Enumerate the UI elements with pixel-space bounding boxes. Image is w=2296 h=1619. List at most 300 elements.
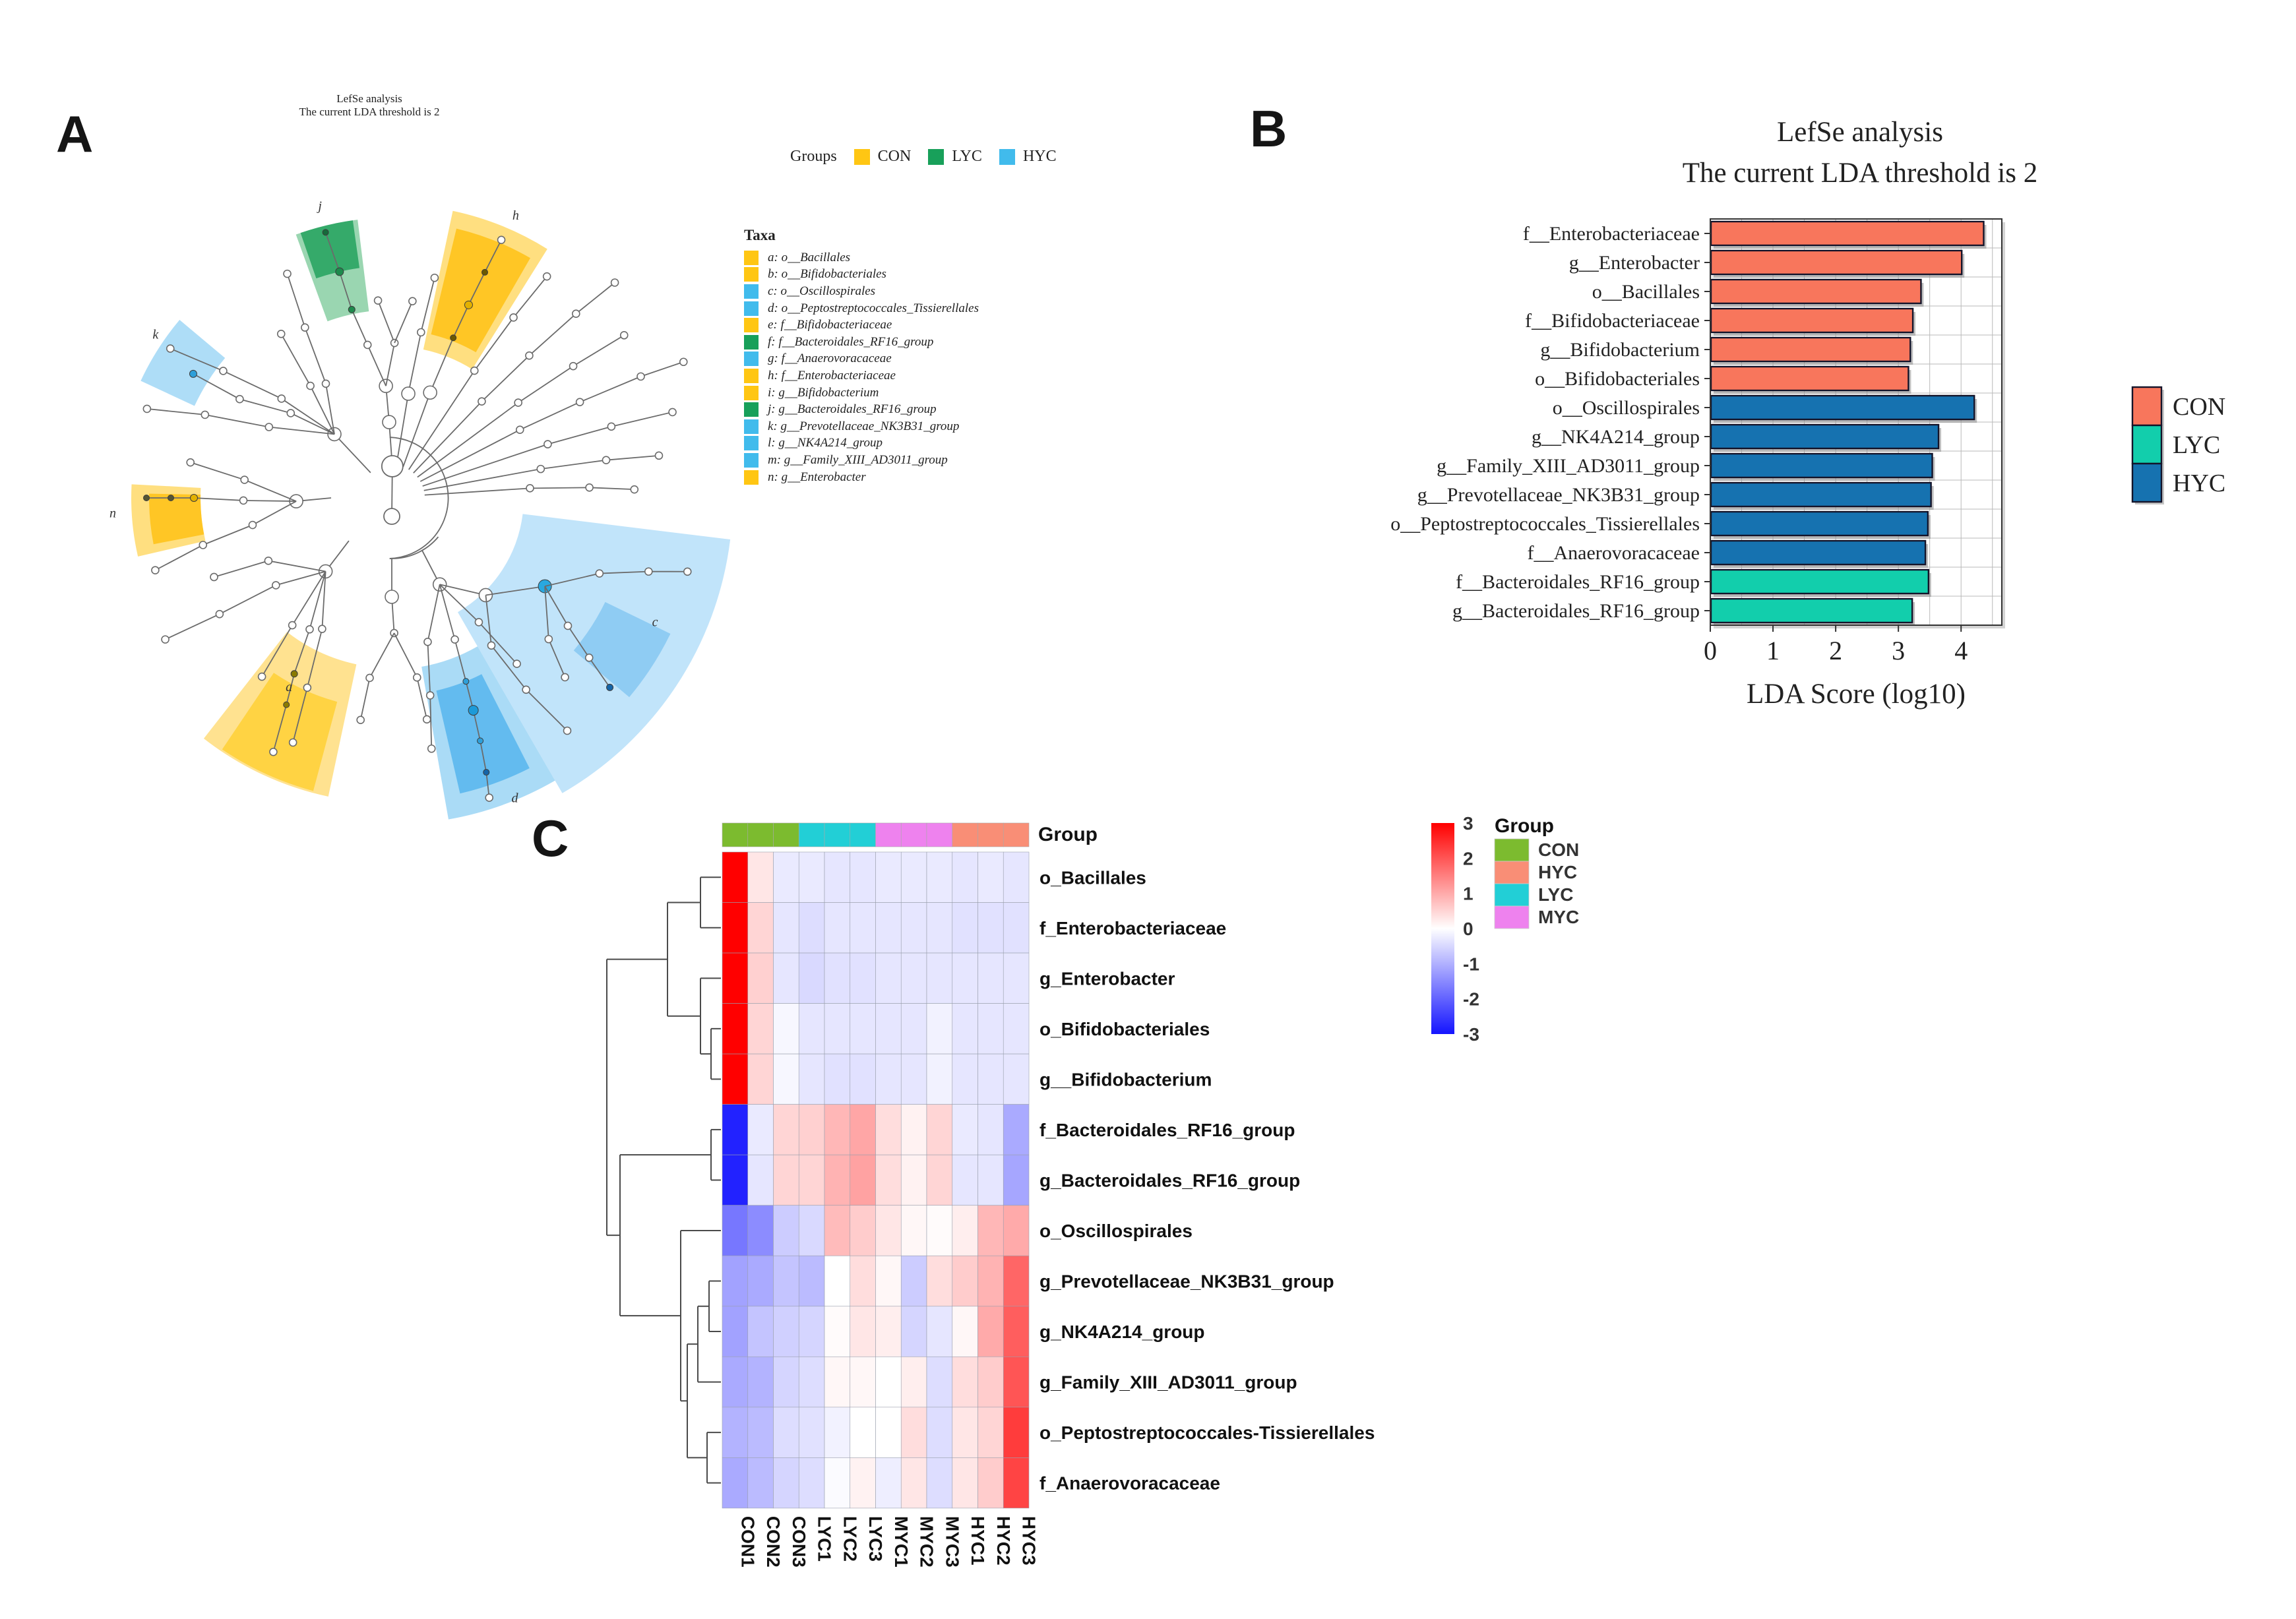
heatmap-cell-MYC2-r9 (901, 1256, 927, 1306)
heatmap-cell-LYC1-r8 (799, 1206, 824, 1256)
heatmap-cell-HYC2-r11 (978, 1357, 1004, 1407)
clade-letter-a: a (286, 680, 293, 695)
clade-letter-k: k (152, 327, 159, 342)
heatmap-cell-CON2-r1 (748, 852, 774, 903)
bar-label: g__Prevotellaceae_NK3B31_group (1417, 484, 1700, 506)
bar-label: f__Bifidobacteriaceae (1525, 310, 1700, 332)
clade-node (278, 395, 285, 402)
heatmap-cell-HYC2-r1 (978, 852, 1004, 903)
heatmap-cell-CON3-r11 (774, 1357, 799, 1407)
heatmap-cell-CON2-r9 (748, 1256, 774, 1306)
taxa-legend-item-b (744, 266, 979, 284)
groups-legend (790, 148, 1057, 166)
heatmap-cell-LYC3-r3 (850, 953, 876, 1004)
clade-node (537, 466, 544, 473)
heatmap-cell-MYC3-r5 (927, 1054, 952, 1105)
legend-swatch-HYC (2132, 464, 2161, 502)
clade-node (306, 626, 313, 633)
heatmap-legend-swatch-LYC (1495, 884, 1529, 906)
clade-branch (147, 409, 334, 434)
annotation-cell-CON3 (774, 823, 799, 847)
clade-node-internal (423, 386, 437, 399)
clade-node-highlighted (336, 268, 344, 276)
clade-node (475, 619, 482, 626)
heatmap-cell-MYC1-r7 (876, 1155, 902, 1206)
heatmap-cell-MYC3-r1 (927, 852, 952, 903)
heatmap-cell-CON1-r13 (722, 1457, 748, 1508)
clade-node (596, 570, 603, 577)
heatmap-cell-HYC2-r7 (978, 1155, 1004, 1206)
heatmap-cell-CON1-r9 (722, 1256, 748, 1306)
colorbar-tick: 2 (1463, 848, 1474, 869)
panel-a-label: A (56, 105, 94, 163)
heatmap-cell-LYC2-r12 (824, 1407, 850, 1458)
lda-bar-f__Bifidobacteriaceae (1711, 309, 1913, 332)
taxa-legend-item-g (744, 351, 979, 368)
clade-node (290, 739, 297, 746)
heatmap-cell-MYC2-r5 (901, 1054, 927, 1105)
clade-node (216, 611, 223, 618)
heatmap-cell-CON1-r4 (722, 1004, 748, 1054)
heatmap-cell-HYC2-r6 (978, 1105, 1004, 1155)
clade-node (645, 568, 652, 575)
taxa-legend-item-i (744, 384, 979, 402)
clade-node (423, 716, 431, 723)
legend-label-CON: CON (2173, 393, 2226, 421)
row-label: g_Enterobacter (1039, 968, 1175, 989)
heatmap-cell-HYC3-r13 (1003, 1457, 1029, 1508)
heatmap-cell-HYC2-r12 (978, 1407, 1004, 1458)
clade-node (586, 484, 593, 491)
heatmap-cell-HYC1-r8 (952, 1206, 978, 1256)
clade-node-internal (402, 387, 415, 400)
heatmap-cell-HYC3-r5 (1003, 1054, 1029, 1105)
clade-node-highlighted (468, 706, 478, 716)
heatmap-cell-CON2-r10 (748, 1306, 774, 1357)
heatmap-legend-swatch-CON (1495, 839, 1529, 861)
heatmap-cell-LYC3-r4 (850, 1004, 876, 1054)
taxa-legend-item-f (744, 334, 979, 351)
lda-title: LefSe analysis (1777, 117, 1943, 148)
heatmap-cell-HYC2-r10 (978, 1306, 1004, 1357)
panel-b-label: B (1250, 100, 1288, 158)
heatmap-cell-CON3-r10 (774, 1306, 799, 1357)
annotation-cell-HYC2 (978, 823, 1004, 847)
lda-subtitle: The current LDA threshold is 2 (1682, 158, 2038, 189)
legend-swatch-CON (2132, 387, 2161, 425)
heatmap-cell-CON3-r5 (774, 1054, 799, 1105)
clade-node-highlighted (348, 306, 355, 313)
bar-label: o__Bifidobacteriales (1535, 368, 1700, 390)
colorbar-tick: 3 (1463, 813, 1474, 834)
row-label: g_Prevotellaceae_NK3B31_group (1039, 1271, 1334, 1292)
cladogram-title (218, 92, 521, 119)
cladogram-plot (53, 158, 778, 844)
heatmap-cell-CON2-r6 (748, 1105, 774, 1155)
heatmap-cell-MYC2-r13 (901, 1457, 927, 1508)
heatmap-cell-MYC3-r8 (927, 1206, 952, 1256)
heatmap-cell-HYC3-r7 (1003, 1155, 1029, 1206)
heatmap-cell-MYC3-r7 (927, 1155, 952, 1206)
clade-node (287, 410, 294, 417)
row-label: o_Bacillales (1039, 867, 1146, 888)
column-label: HYC2 (993, 1515, 1014, 1566)
group-label: LYC (952, 148, 982, 165)
clade-node (655, 452, 662, 459)
xtick-label: 4 (1954, 636, 1968, 665)
clade-node (478, 398, 485, 405)
heatmap-cell-LYC3-r2 (850, 903, 876, 954)
taxa-legend-item-n (744, 469, 979, 486)
group-color-swatch (999, 149, 1015, 165)
heatmap-cell-HYC1-r2 (952, 903, 978, 954)
heatmap-cell-MYC2-r2 (901, 903, 927, 954)
clade-node (143, 405, 150, 412)
clade-node (637, 373, 644, 380)
lda-bar-o__Oscillospirales (1711, 396, 1974, 419)
clade-node (187, 459, 194, 466)
heatmap-cell-MYC3-r3 (927, 953, 952, 1004)
bar-label: g__Enterobacter (1568, 252, 1700, 274)
clade-node (240, 497, 247, 504)
clade-letter-n: n (109, 506, 117, 521)
colorbar-tick: -2 (1463, 989, 1479, 1010)
annotation-cell-LYC1 (799, 823, 824, 847)
clade-node (364, 341, 371, 348)
heatmap-cell-LYC2-r3 (824, 953, 850, 1004)
column-label: LYC2 (840, 1515, 861, 1562)
heatmap-cell-LYC1-r7 (799, 1155, 824, 1206)
lda-bar-g__Bifidobacterium (1711, 338, 1910, 361)
bar-label: g__NK4A214_group (1532, 426, 1700, 448)
column-label: CON2 (763, 1515, 784, 1568)
clade-node (418, 328, 425, 336)
heatmap-cell-LYC1-r13 (799, 1457, 824, 1508)
clade-node (201, 411, 208, 418)
bar-label: f__Enterobacteriaceae (1522, 223, 1700, 245)
heatmap-cell-HYC1-r12 (952, 1407, 978, 1458)
heatmap-cell-MYC1-r8 (876, 1206, 902, 1256)
taxa-label: n: g__Enterobacter (768, 470, 866, 484)
annotation-cell-MYC3 (927, 823, 952, 847)
heatmap-cell-LYC1-r9 (799, 1256, 824, 1306)
taxa-legend-item-e (744, 317, 979, 334)
column-label: HYC3 (1018, 1515, 1039, 1566)
column-label: MYC2 (916, 1515, 937, 1568)
heatmap-cell-MYC2-r4 (901, 1004, 927, 1054)
heatmap-cell-CON3-r4 (774, 1004, 799, 1054)
group-color-swatch (854, 149, 870, 165)
heatmap-cell-MYC2-r8 (901, 1206, 927, 1256)
row-label: g__Bifidobacterium (1039, 1069, 1212, 1090)
heatmap-cell-MYC3-r12 (927, 1407, 952, 1458)
heatmap-cell-HYC1-r4 (952, 1004, 978, 1054)
heatmap-cell-CON3-r9 (774, 1256, 799, 1306)
clade-node (303, 684, 311, 691)
clade-branch (394, 633, 427, 719)
clade-node (526, 352, 533, 359)
heatmap-cell-HYC3-r4 (1003, 1004, 1029, 1054)
bar-label: g__Family_XIII_AD3011_group (1437, 455, 1700, 477)
clade-node-highlighted (168, 495, 174, 501)
lda-bar-g__Enterobacter (1711, 251, 1962, 274)
clade-node (471, 367, 478, 375)
taxa-label: g: f__Anaerovoracaceae (768, 351, 892, 366)
clade-node (264, 557, 272, 565)
heatmap-cell-HYC1-r11 (952, 1357, 978, 1407)
taxa-label: j: g__Bacteroidales_RF16_group (768, 402, 937, 417)
heatmap-cell-CON3-r6 (774, 1105, 799, 1155)
annotation-cell-CON2 (748, 823, 774, 847)
heatmap-cell-LYC1-r4 (799, 1004, 824, 1054)
clade-node (284, 270, 291, 278)
heatmap-cell-HYC1-r13 (952, 1457, 978, 1508)
xtick-label: 2 (1829, 636, 1843, 665)
bar-label: f__Bacteroidales_RF16_group (1456, 571, 1700, 593)
heatmap-cell-CON2-r7 (748, 1155, 774, 1206)
heatmap-cell-CON2-r5 (748, 1054, 774, 1105)
clade-branch (396, 278, 435, 465)
xtick-label: 3 (1892, 636, 1906, 665)
heatmap-cell-HYC2-r3 (978, 953, 1004, 1004)
heatmap-cell-LYC2-r1 (824, 852, 850, 903)
bar-label: o__Oscillospirales (1552, 397, 1700, 419)
heatmap-cell-LYC3-r10 (850, 1306, 876, 1357)
column-label: MYC1 (890, 1515, 912, 1568)
heatmap-cell-LYC2-r4 (824, 1004, 850, 1054)
heatmap-cell-LYC3-r8 (850, 1206, 876, 1256)
clade-branch (166, 571, 326, 639)
clade-node (272, 582, 280, 589)
heatmap-legend-label-CON: CON (1538, 840, 1580, 860)
bar-label: o__Bacillales (1592, 281, 1700, 303)
taxa-legend-item-k (744, 418, 979, 435)
heatmap-legend-label-MYC: MYC (1538, 907, 1580, 927)
clade-node-highlighted (189, 370, 197, 377)
heatmap-cell-MYC3-r11 (927, 1357, 952, 1407)
heatmap-cell-HYC1-r5 (952, 1054, 978, 1105)
row-label: f_Enterobacteriaceae (1039, 917, 1227, 938)
heatmap-cell-MYC3-r4 (927, 1004, 952, 1054)
clade-node (162, 636, 169, 643)
heatmap-cell-HYC3-r2 (1003, 903, 1029, 954)
taxa-legend-item-h (744, 367, 979, 384)
cladogram-title-line2: The current LDA threshold is 2 (299, 106, 440, 118)
lda-bar-f__Enterobacteriaceae (1711, 222, 1983, 245)
clade-node-highlighted (450, 335, 456, 341)
clade-node (424, 638, 431, 646)
clade-node (669, 408, 676, 415)
heatmap-cell-LYC1-r10 (799, 1306, 824, 1357)
row-label: g_NK4A214_group (1039, 1322, 1205, 1343)
column-label: MYC3 (942, 1515, 963, 1568)
taxa-legend-item-c (744, 283, 979, 300)
lda-bar-o__Peptostreptococcales_Tissierellales (1711, 512, 1928, 535)
heatmap-cell-MYC1-r3 (876, 953, 902, 1004)
row-label: g_Family_XIII_AD3011_group (1039, 1372, 1297, 1393)
heatmap-cell-CON2-r2 (748, 903, 774, 954)
heatmap-cell-CON3-r2 (774, 903, 799, 954)
heatmap-cell-LYC1-r12 (799, 1407, 824, 1458)
taxa-label: h: f__Enterobacteriaceae (768, 368, 896, 382)
heatmap-cell-HYC1-r6 (952, 1105, 978, 1155)
heatmap-cell-HYC2-r9 (978, 1256, 1004, 1306)
clade-node (498, 236, 505, 243)
heatmap-cell-MYC1-r11 (876, 1357, 902, 1407)
taxa-label: d: o__Peptostreptococcales_Tissierellales (768, 301, 979, 315)
bar-label: f__Anaerovoracaceae (1527, 542, 1700, 564)
clade-node (167, 345, 174, 352)
heatmap-cell-CON2-r12 (748, 1407, 774, 1458)
taxa-legend-title: Taxa (744, 227, 776, 243)
bar-label: o__Peptostreptococcales_Tissierellales (1390, 513, 1700, 535)
colorbar-tick: 0 (1463, 919, 1474, 939)
clade-node (236, 396, 243, 403)
heatmap-cell-MYC2-r12 (901, 1407, 927, 1458)
clade-node-internal (383, 415, 396, 429)
heatmap-cell-MYC2-r6 (901, 1105, 927, 1155)
heatmap-cell-CON1-r12 (722, 1407, 748, 1458)
lda-bar-g__Family_XIII_AD3011_group (1711, 454, 1933, 477)
heatmap-cell-LYC1-r1 (799, 852, 824, 903)
heatmap-cell-MYC1-r10 (876, 1306, 902, 1357)
heatmap-cell-LYC3-r6 (850, 1105, 876, 1155)
clade-node (586, 654, 593, 661)
heatmap-cell-HYC3-r9 (1003, 1256, 1029, 1306)
heatmap-cell-LYC1-r3 (799, 953, 824, 1004)
column-label: LYC1 (814, 1515, 835, 1562)
bar-label: g__Bifidobacterium (1540, 339, 1700, 361)
lda-bar-chart (1359, 198, 2296, 725)
heatmap-cell-HYC2-r13 (978, 1457, 1004, 1508)
clade-node (516, 426, 524, 433)
heatmap-cell-LYC3-r12 (850, 1407, 876, 1458)
clade-branch (394, 301, 412, 343)
clade-node (570, 363, 577, 370)
clade-node (522, 686, 530, 693)
column-label: LYC3 (865, 1515, 886, 1562)
lda-bar-g__Prevotellaceae_NK3B31_group (1711, 483, 1931, 506)
heatmap-cell-HYC1-r7 (952, 1155, 978, 1206)
clade-node (414, 674, 421, 681)
heatmap-cell-MYC3-r2 (927, 903, 952, 954)
heatmap-cell-CON1-r3 (722, 953, 748, 1004)
heatmap-plot (580, 811, 1649, 1619)
clade-node (428, 745, 435, 752)
heatmap-cell-MYC3-r10 (927, 1306, 952, 1357)
clade-node (510, 314, 517, 321)
clade-node (611, 279, 619, 286)
heatmap-cell-LYC3-r11 (850, 1357, 876, 1407)
annotation-cell-MYC2 (901, 823, 927, 847)
row-label: f_Anaerovoracaceae (1039, 1473, 1220, 1494)
heatmap-cell-CON2-r11 (748, 1357, 774, 1407)
clade-node (323, 380, 330, 387)
clade-node (307, 382, 314, 390)
heatmap-legend-title: Group (1495, 815, 1554, 837)
heatmap-cell-LYC1-r11 (799, 1357, 824, 1407)
heatmap-cell-CON3-r12 (774, 1407, 799, 1458)
clade-node-highlighted (607, 684, 613, 690)
heatmap-cell-LYC3-r13 (850, 1457, 876, 1508)
heatmap-cell-MYC2-r1 (901, 852, 927, 903)
clade-node (487, 642, 495, 649)
taxa-label: c: o__Oscillospirales (768, 284, 876, 298)
heatmap-cell-MYC1-r2 (876, 903, 902, 954)
clade-node (259, 673, 266, 681)
heatmap-cell-CON2-r3 (748, 953, 774, 1004)
column-label: HYC1 (968, 1515, 989, 1566)
heatmap-cell-HYC1-r9 (952, 1256, 978, 1306)
x-axis-label: LDA Score (log10) (1747, 679, 1966, 710)
row-label: o_Oscillospirales (1039, 1220, 1193, 1241)
heatmap-cell-MYC1-r12 (876, 1407, 902, 1458)
annotation-cell-LYC2 (824, 823, 850, 847)
heatmap-cell-LYC3-r1 (850, 852, 876, 903)
clade-node (544, 441, 551, 448)
taxa-label: l: g__NK4A214_group (768, 436, 883, 450)
colorbar-tick: -1 (1463, 954, 1479, 975)
heatmap-cell-HYC2-r5 (978, 1054, 1004, 1105)
clade-node (301, 324, 309, 331)
annotation-cell-CON1 (722, 823, 748, 847)
clade-root-node (382, 456, 403, 477)
heatmap-cell-LYC2-r10 (824, 1306, 850, 1357)
heatmap-cell-MYC3-r6 (927, 1105, 952, 1155)
heatmap-cell-CON3-r7 (774, 1155, 799, 1206)
legend-label-HYC: HYC (2173, 470, 2226, 497)
heatmap-cell-MYC1-r6 (876, 1105, 902, 1155)
heatmap-cell-HYC3-r3 (1003, 953, 1029, 1004)
lda-bar-g__Bacteroidales_RF16_group (1711, 599, 1912, 623)
clade-node-highlighted (284, 702, 290, 708)
clade-root-node (384, 508, 400, 524)
group-color-swatch (928, 149, 944, 165)
heatmap-cell-CON2-r8 (748, 1206, 774, 1256)
heatmap-cell-LYC2-r5 (824, 1054, 850, 1105)
heatmap-cell-CON3-r1 (774, 852, 799, 903)
heatmap-cell-LYC2-r7 (824, 1155, 850, 1206)
clade-node (564, 727, 571, 734)
heatmap-cell-CON1-r5 (722, 1054, 748, 1105)
heatmap-cell-LYC3-r9 (850, 1256, 876, 1306)
heatmap-cell-CON1-r8 (722, 1206, 748, 1256)
cladogram-title-line1: LefSe analysis (336, 92, 402, 105)
clade-branch (361, 633, 394, 720)
annotation-cell-HYC3 (1003, 823, 1029, 847)
heatmap-cell-HYC3-r1 (1003, 852, 1029, 903)
heatmap-cell-CON1-r10 (722, 1306, 748, 1357)
colorbar-tick: 1 (1463, 883, 1474, 904)
clade-node (621, 332, 628, 339)
clade-branch (423, 412, 673, 486)
heatmap-cell-MYC2-r11 (901, 1357, 927, 1407)
heatmap-cell-CON1-r2 (722, 903, 748, 954)
taxa-label: k: g__Prevotellaceae_NK3B31_group (768, 419, 960, 433)
clade-node (431, 274, 438, 282)
clade-letter-c: c (652, 615, 658, 630)
heatmap-cell-MYC1-r5 (876, 1054, 902, 1105)
legend-label-LYC: LYC (2173, 431, 2221, 459)
clade-node-highlighted (481, 269, 487, 275)
clade-node (607, 423, 615, 430)
clade-letter-h: h (512, 208, 519, 223)
clade-node (265, 423, 272, 431)
heatmap-cell-MYC1-r13 (876, 1457, 902, 1508)
heatmap-legend-swatch-MYC (1495, 906, 1529, 929)
clade-node (485, 794, 493, 801)
heatmap-cell-HYC1-r3 (952, 953, 978, 1004)
